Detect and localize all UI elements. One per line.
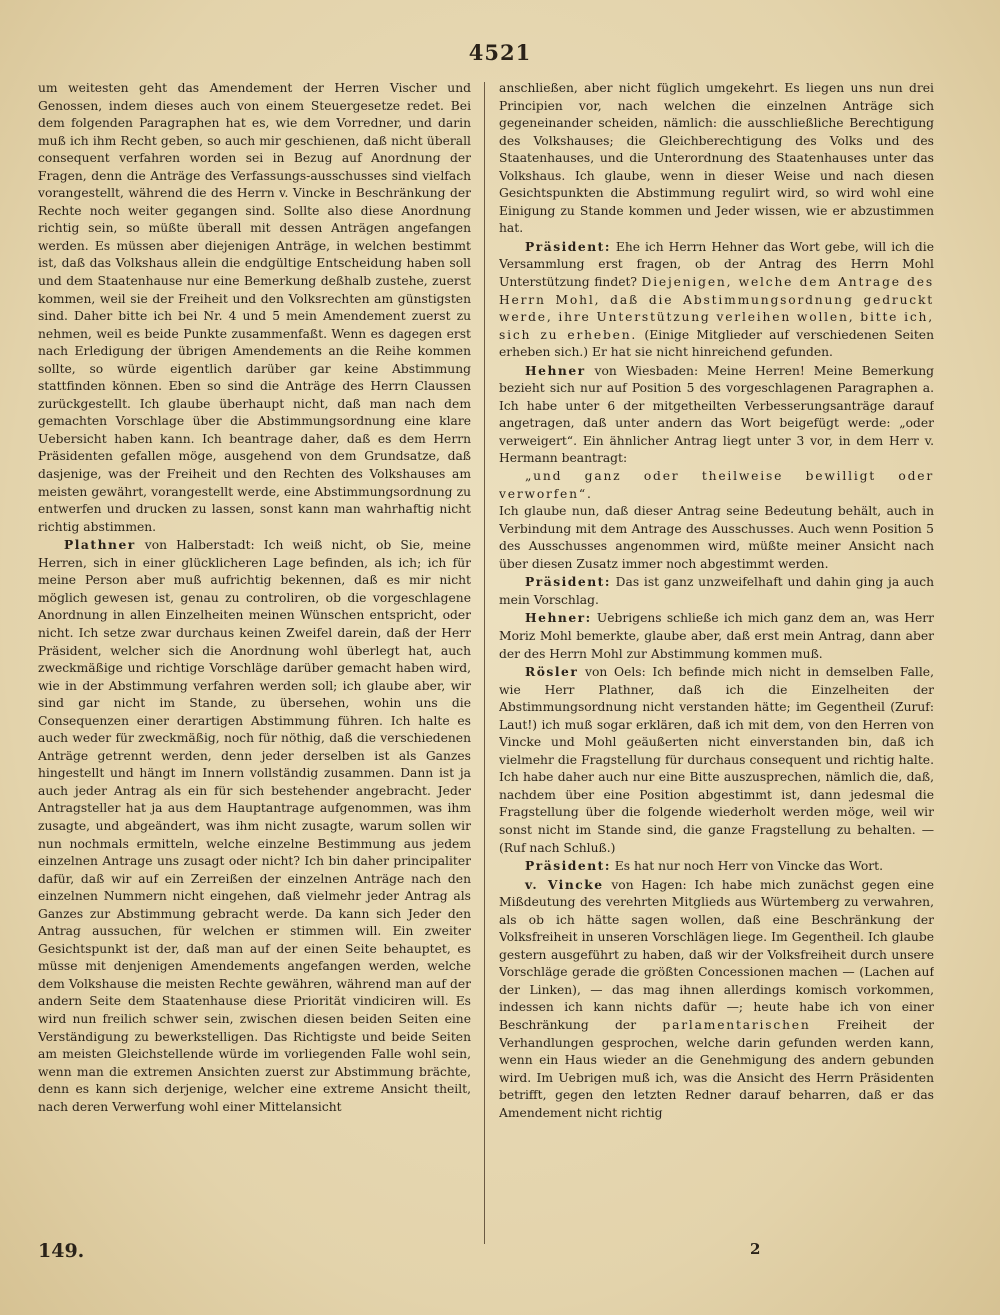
speech-text: von Wiesbaden: Meine Herren! Meine Bemerkung bezieht sich nur auf Position 5 des vorgeschlagenen Paragraphen a. Ich habe unter 6 der mitgetheilten Verbesserungsanträge darauf angetragen, daß unter andern das Wort beigefügt werde: „oder verweigert“. Ein ähnlicher Antrag liegt unter 3 vor, in dem Herr v. Hermann beantragt: xyxy=(499,363,934,466)
paragraph-praesident xyxy=(499,573,934,609)
paragraph-plathner xyxy=(38,536,471,1116)
paragraph-continuation: anschließen, aber nicht füglich umgekehrt. Es liegen uns nun drei Principien vor, nach welchen die einzelnen Anträge sich gegeneinander scheiden, nämlich: die ausschließliche Berechtigung des Volkshauses; die Gleichberechtigung des Volks und des Staatenhauses, und die Unterordnung des Staatenhauses unter das Volkshaus. Ich glaube, wenn in dieser Weise und nach diesen Gesichtspunkten die Abstimmung regulirt wird, so wird wohl eine Einigung zu Stande kommen und Jeder wissen, wie er abzustimmen hat. xyxy=(499,81,934,236)
speaker-name: Präsident: xyxy=(525,238,611,254)
speech-text: von Halberstadt: Ich weiß nicht, ob Sie, meine Herren, sich in einer glücklicheren Lage befinden, als ich; ich für meine Person aber muß aufrichtig bekennen, daß es mir nicht möglich gewesen ist, genau zu controliren, ob die vorgeschlagene Anordnung in allen Einzelheiten meinen Wünschen entspricht, oder nicht. Ich setze zwar durchaus keinen Zweifel darein, daß der Herr Präsident, welcher sich die Anordnung wohl überlegt hat, auch zweckmäßige und richtige Vorschläge darüber gemacht haben wird, wie in der Abstimmung verfahren werden soll; ich glaube aber, wir sind gar nicht im Stande, zu übersehen, wohin uns die Consequenzen einer derartigen Abstimmung führen. Ich halte es auch weder für zweckmäßig, noch für nöthig, daß die verschiedenen Anträge getrennt werden, denn jeder derselben ist als Ganzes hingestellt und hängt im Innern vollständig zusammen. Dann ist ja auch jeder Antrag als ein für sich bestehender angebracht. Jeder Antragsteller hat ja aus dem Hauptantrage aufgenommen, was ihm zusagte, und abgeändert, was ihm nicht zusagte, warum sollen wir nun nochmals ermitteln, welche einzelne Bestimmung aus jedem einzelnen Antrage uns zusagt oder nicht? Ich bin daher principaliter dafür, daß wir auf ein Zerreißen der einzelnen Anträge nach den einzelnen Nummern nicht eingehen, daß vielmehr jeder Antrag als Ganzes zur Abstimmung gebracht werde. Da kann sich Jeder den Antrag aussuchen, für welchen er stimmen will. Ein zweiter Gesichtspunkt ist der, daß man auf der einen Seite behauptet, es müsse mit denjenigen Amendements angefangen werden, welche dem Volkshause die meisten Rechte gewähren, während man auf der andern Seite dem Staatenhause diese Priorität vindiciren will. Es wird nun freilich schwer sein, zwischen diesen beiden Seiten eine Verständigung zu bewerkstelligen. Das Richtigste und beide Seiten am meisten Gleichstellende würde im vorliegenden Falle wohl sein, wenn man die extremen Ansichten zuerst zur Abstimmung brächte, denn es kann sich derjenige, welcher eine extreme Ansicht theilt, nach deren Verwerfung wohl einer Mittelansicht xyxy=(38,538,471,1114)
sheet-signature: 149. xyxy=(38,1240,85,1262)
speech-text: (Einige Mitglieder auf verschiedenen Seiten erheben sich.) Er hat sie nicht hinreichend gefunden. xyxy=(499,327,934,360)
speaker-name: Hehner xyxy=(525,362,586,378)
left-column xyxy=(38,80,471,1245)
speech-text: Freiheit der Verhandlungen gesprochen, welche darin gefunden werden kann, wenn ein Haus wieder an die Genehmigung des andern gebunden wird. Im Uebrigen muß ich, was die Ansicht des Herrn Präsidenten betrifft, gegen den letzten Redner darauf beharren, daß er das Amendement nicht richtig xyxy=(499,1017,934,1120)
sheet-mark: 2 xyxy=(750,1240,761,1258)
speech-text: Uebrigens schließe ich mich ganz dem an, was Herr Moriz Mohl bemerkte, glaube aber, daß erst mein Antrag, dann aber der des Herrn Mohl zur Abstimmung kommen muß. xyxy=(499,611,934,661)
speaker-name: Hehner: xyxy=(525,610,592,626)
speaker-name: Rösler xyxy=(525,664,579,680)
speech-text: Es hat nur noch Herr von Vincke das Wort. xyxy=(610,859,883,874)
paragraph-praesident xyxy=(499,857,934,876)
quoted-amendment: „und ganz oder theilweise bewilligt oder verworfen“. xyxy=(499,469,934,501)
column-divider xyxy=(484,82,485,1244)
speaker-name: Präsident: xyxy=(525,858,611,874)
paragraph-praesident xyxy=(499,238,934,362)
paragraph-continuation: um weitesten geht das Amendement der Herren Vischer und Genossen, indem dieses auch von einem Steuergesetze redet. Bei dem folgenden Paragraphen hat es, wie dem Vorredner, und darin muß ich ihm Recht geben, so auch mir geschienen, daß nicht überall consequent verfahren worden sei in Bezug auf Anordnung der Fragen, denn die Anträge des Verfassungs-ausschusses sind vielfach vorangestellt, während die des Herrn v. Vincke in Beschränkung der Rechte noch weiter gegangen sind. Sollte also diese Anordnung richtig sein, so müßte überall mit dessen Anträgen angefangen werden. Es müssen aber diejenigen Anträge, in welchen bestimmt ist, daß das Volkshaus allein die endgültige Entscheidung haben soll und dem Staatenhause nur eine Bemerkung deßhalb zustehe, zuerst kommen, weil sie der Freiheit und den Volksrechten am günstigsten sind. Daher bitte ich bei Nr. 4 und 5 mein Amendement zuerst zu nehmen, weil es beide Punkte zusammenfaßt. Wenn es dagegen erst nach Erledigung der übrigen Amendements an die Reihe kommen sollte, so würde eigentlich darüber gar keine Abstimmung stattfinden können. Eben so sind die Anträge des Herrn Claussen zurückgestellt. Ich glaube überhaupt nicht, daß man nach dem gemachten Vorschlage über die Abstimmungsordnung eine klare Uebersicht haben kann. Ich beantrage daher, daß es dem Herrn Präsidenten gefallen möge, ausgehend von dem Grundsatze, daß dasjenige, was der Freiheit und den Rechten des Volkshauses am meisten gewährt, vorangestellt werde, eine Abstimmungsordnung zu entwerfen und drucken zu lassen, sonst kann man wahrhaftig nicht richtig abstimmen. xyxy=(38,81,471,534)
spaced-question: Diejenigen, welche dem Antrage des Herrn Mohl, daß die Abstimmungsordnung gedruckt werde, ihre Unterstützung verleihen wollen, bitte ich, sich zu erheben. xyxy=(499,275,934,342)
spaced-word: parlamentarischen xyxy=(662,1017,811,1032)
speaker-name: Plathner xyxy=(64,537,136,553)
page-number: 4521 xyxy=(468,40,532,65)
paragraph-roesler xyxy=(499,663,934,857)
paragraph-vincke xyxy=(499,876,934,1123)
right-column xyxy=(499,80,934,1245)
speech-text: Das ist ganz unzweifelhaft und dahin ging ja auch mein Vorschlag. xyxy=(499,575,934,607)
speech-text: von Hagen: Ich habe mich zunächst gegen eine Mißdeutung des verehrten Mitglieds aus Würtemberg zu verwahren, als ob ich hätte sagen wollen, daß eine Beschränkung der Volksfreiheit in unseren Vorschlägen liege. Im Gegentheil. Ich glaube gestern ausgeführt zu haben, daß wir der Volksfreiheit durch unsere Vorschläge gerade die größten Concessionen machen — (Lachen auf der Linken), — das mag ihnen allerdings komisch vorkommen, indessen ich kann nichts dafür —; heute habe ich von einer Beschränkung der xyxy=(499,877,934,1032)
paragraph-hehner xyxy=(499,609,934,663)
paragraph-hehner xyxy=(499,362,934,468)
speech-text: von Oels: Ich befinde mich nicht in demselben Falle, wie Herr Plathner, daß ich die Einzelheiten der Abstimmungsordnung nicht verstanden hätte; im Gegentheil (Zuruf: Laut!) ich muß sogar erklären, daß ich mit dem, von den Herren von Vincke und Mohl geäußerten nicht einverstanden bin, daß ich vielmehr die Fragstellung für durchaus consequent und richtig halte. Ich habe daher auch nur eine Bitte auszusprechen, nämlich die, daß, nachdem über eine Position abgestimmt ist, dann jedesmal die Fragstellung über die folgende wiederholt werden möge, weil wir sonst nicht im Stande sind, die ganze Fragstellung zu behalten. — (Ruf nach Schluß.) xyxy=(499,665,934,855)
speech-text: Ehe ich Herrn Hehner das Wort gebe, will ich die Versammlung erst fragen, ob der Antrag des Herrn Mohl Unterstützung findet? xyxy=(499,239,934,290)
paragraph-text: Ich glaube nun, daß dieser Antrag seine Bedeutung behält, auch in Verbindung mit dem Antrage des Ausschusses. Auch wenn Position 5 des Ausschusses angenommen wird, müßte meiner Ansicht nach über diesen Zusatz immer noch abgestimmt werden. xyxy=(499,504,934,571)
speaker-name: Präsident: xyxy=(525,574,611,590)
speaker-name: v. Vincke xyxy=(525,876,604,892)
